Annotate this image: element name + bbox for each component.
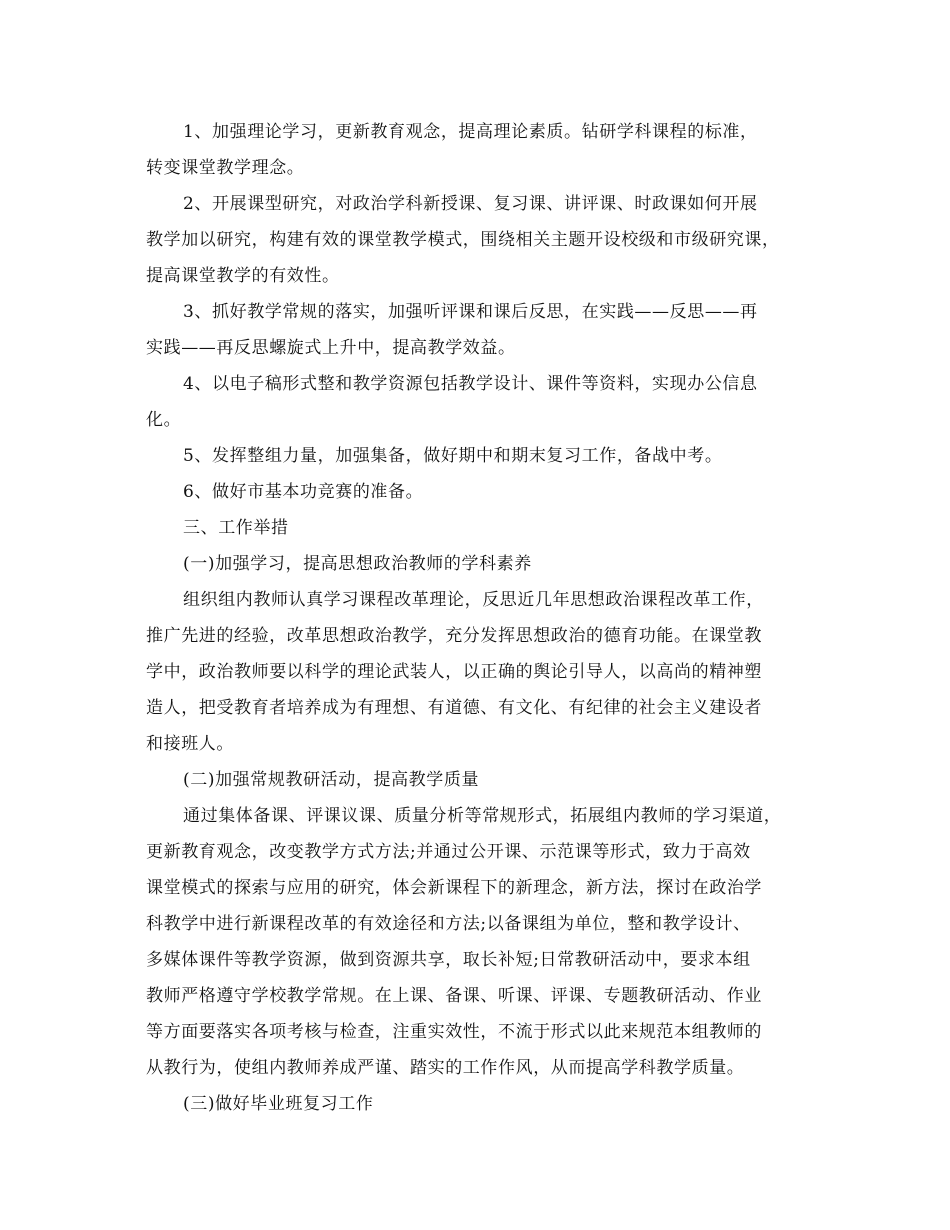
subsection-heading: (三)做好毕业班复习工作 [183, 1094, 374, 1114]
paragraph-line: 转变课堂教学理念。 [146, 158, 305, 178]
paragraph-line: 提高课堂教学的有效性。 [146, 266, 340, 286]
paragraph-line: 造人，把受教育者培养成为有理想、有道德、有文化、有纪律的社会主义建设者 [146, 698, 762, 718]
paragraph-line: 5、发挥整组力量，加强集备，做好期中和期末复习工作，备战中考。 [183, 446, 723, 466]
paragraph-line: 推广先进的经验，改革思想政治教学，充分发挥思想政治的德育功能。在课堂教 [146, 626, 762, 646]
paragraph-line: 等方面要落实各项考核与检查，注重实效性，不流于形式以此来规范本组教师的 [146, 1022, 762, 1042]
paragraph-line: 和接班人。 [146, 734, 234, 754]
paragraph-line: 4、以电子稿形式整和教学资源包括教学设计、课件等资料，实现办公信息 [183, 374, 758, 394]
paragraph-line: 学中，政治教师要以科学的理论武装人，以正确的舆论引导人，以高尚的精神塑 [146, 662, 762, 682]
paragraph-line: 课堂模式的探索与应用的研究，体会新课程下的新理念，新方法，探讨在政治学 [146, 878, 762, 898]
paragraph-line: 1、加强理论学习，更新教育观念，提高理论素质。钻研学科课程的标准， [183, 122, 758, 142]
subsection-heading: (二)加强常规教研活动，提高教学质量 [183, 770, 480, 790]
document-body [146, 114, 811, 1122]
paragraph-line: 组织组内教师认真学习课程改革理论，反思近几年思想政治课程改革工作， [183, 590, 764, 610]
paragraph-line: 2、开展课型研究，对政治学科新授课、复习课、讲评课、时政课如何开展 [183, 194, 758, 214]
section-heading: 三、工作举措 [183, 518, 289, 538]
paragraph-line: 化。 [146, 410, 182, 430]
subsection-heading: (一)加强学习，提高思想政治教师的学科素养 [183, 554, 532, 574]
paragraph-line: 通过集体备课、评课议课、质量分析等常规形式，拓展组内教师的学习渠道， [183, 806, 782, 826]
paragraph-line: 更新教育观念，改变教学方式方法;并通过公开课、示范课等形式，致力于高效 [146, 842, 751, 862]
paragraph-line: 教学加以研究，构建有效的课堂教学模式，围绕相关主题开设校级和市级研究课， [146, 230, 780, 250]
paragraph-line: 从教行为，使组内教师养成严谨、踏实的工作作风，从而提高学科教学质量。 [146, 1058, 745, 1078]
paragraph-line: 科教学中进行新课程改革的有效途径和方法;以备课组为单位，整和教学设计、 [146, 914, 751, 934]
paragraph-line: 6、做好市基本功竞赛的准备。 [183, 482, 424, 502]
paragraph-line: 多媒体课件等教学资源，做到资源共享，取长补短;日常教研活动中，要求本组 [146, 950, 751, 970]
paragraph-line: 实践——再反思螺旋式上升中，提高教学效益。 [146, 338, 516, 358]
paragraph-line: 教师严格遵守学校教学常规。在上课、备课、听课、评课、专题教研活动、作业 [146, 986, 762, 1006]
paragraph-line: 3、抓好教学常规的落实，加强听评课和课后反思，在实践——反思——再 [183, 302, 758, 322]
